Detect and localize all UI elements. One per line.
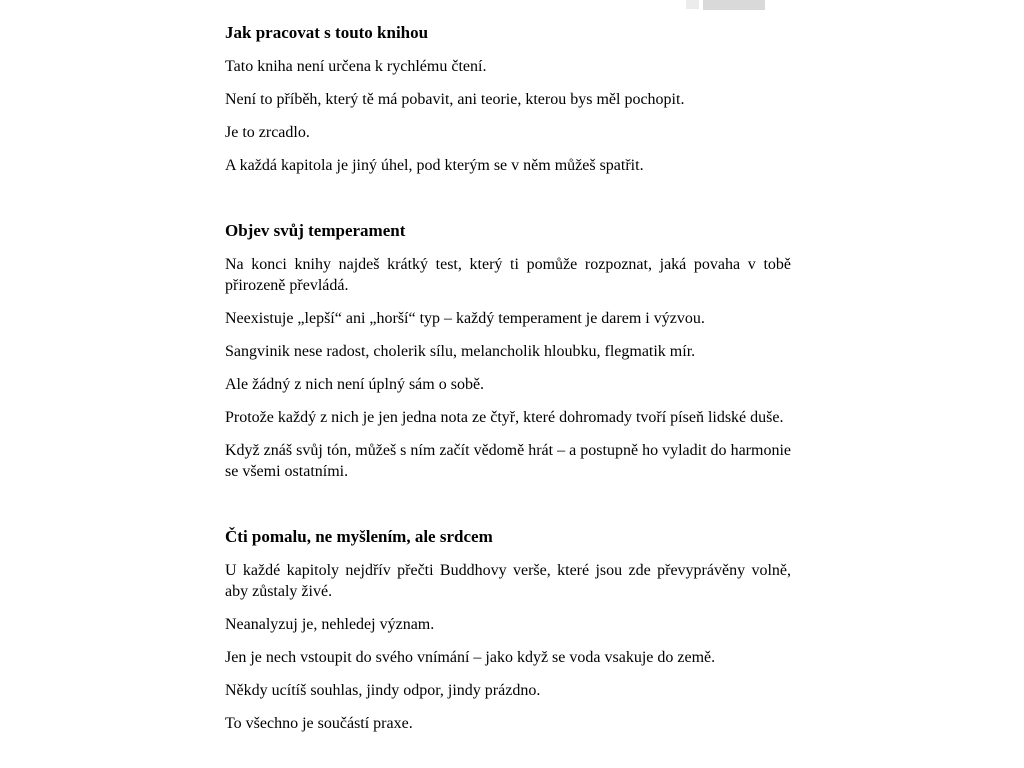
paragraph: Tato kniha není určena k rychlému čtení. xyxy=(225,58,487,75)
paragraph: U každé kapitoly nejdřív přečti Buddhovy verše, které jsou zde převyprávěny volně, aby zůstaly živé. xyxy=(225,562,791,600)
paragraph: To všechno je součástí praxe. xyxy=(225,715,413,732)
window-ui-fragment-large xyxy=(703,0,765,10)
paragraph: Když znáš svůj tón, můžeš s ním začít vědomě hrát – a postupně ho vyladit do harmonie se všemi ostatními. xyxy=(225,442,791,480)
paragraph: Sangvinik nese radost, cholerik sílu, melancholik hloubku, flegmatik mír. xyxy=(225,343,696,360)
section-heading: Jak pracovat s touto knihou xyxy=(225,23,429,42)
section-how-to-work xyxy=(225,22,791,176)
paragraph: Někdy ucítíš souhlas, jindy odpor, jindy prázdno. xyxy=(225,682,541,699)
section-heading: Čti pomalu, ne myšlením, ale srdcem xyxy=(225,527,493,546)
paragraph: Jen je nech vstoupit do svého vnímání – jako když se voda vsakuje do země. xyxy=(225,649,716,666)
paragraph: Neexistuje „lepší“ ani „horší“ typ – každý temperament je darem i výzvou. xyxy=(225,310,705,327)
window-ui-fragment-small xyxy=(686,0,699,9)
document-page xyxy=(225,22,791,734)
paragraph: Ale žádný z nich není úplný sám o sobě. xyxy=(225,376,485,393)
paragraph: Není to příběh, který tě má pobavit, ani teorie, kterou bys měl pochopit. xyxy=(225,91,685,108)
paragraph: Je to zrcadlo. xyxy=(225,124,310,141)
paragraph: Protože každý z nich je jen jedna nota ze čtyř, které dohromady tvoří píseň lidské duše. xyxy=(225,409,784,426)
paragraph: Neanalyzuj je, nehledej význam. xyxy=(225,616,435,633)
paragraph: Na konci knihy najdeš krátký test, který ti pomůže rozpoznat, jaká povaha v tobě přirozeně převládá. xyxy=(225,256,791,294)
section-discover-temperament xyxy=(225,220,791,482)
section-heading: Objev svůj temperament xyxy=(225,221,406,240)
section-read-slowly xyxy=(225,526,791,734)
paragraph: A každá kapitola je jiný úhel, pod kterým se v něm můžeš spatřit. xyxy=(225,157,644,174)
